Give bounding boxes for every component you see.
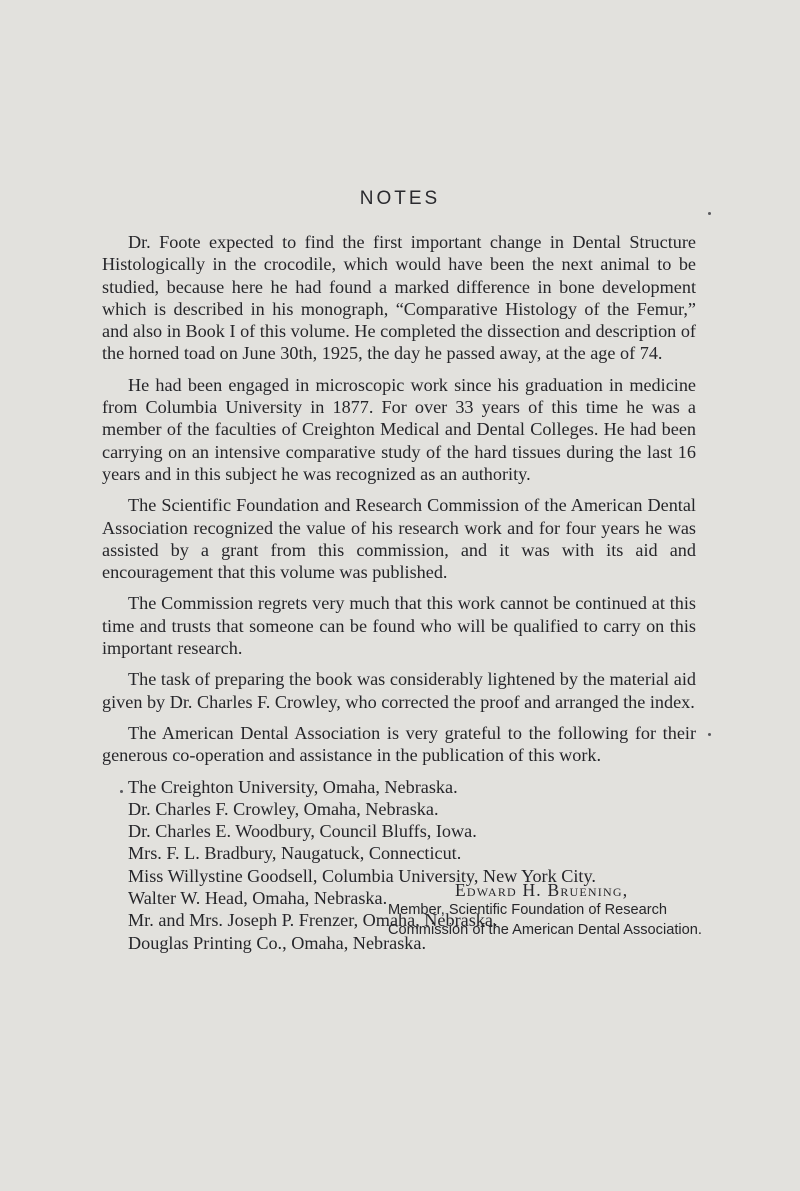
notes-body: [102, 231, 696, 954]
paragraph-commission-grant: The Scientific Foundation and Research Commission of the American Dental Association recognized the value of his research work and for four years he was assisted by a grant from this commission, and it was with its aid and encouragement that this volume was published.: [102, 495, 696, 583]
page-heading: NOTES: [359, 188, 441, 209]
acknowledgement-item: Dr. Charles F. Crowley, Omaha, Nebraska.: [128, 798, 439, 819]
acknowledgement-item: Mrs. F. L. Bradbury, Naugatuck, Connecticut.: [128, 843, 462, 864]
paragraph-gratitude: The American Dental Association is very grateful to the following for their generous co-operation and assistance in the publication of this work.: [102, 722, 696, 766]
paper-speck-mark: [120, 790, 123, 793]
acknowledgement-item: Dr. Charles E. Woodbury, Council Bluffs, Iowa.: [128, 821, 477, 842]
signatory-title: Member, Scientific Foundation of Research Commission of the American Dental Association.: [388, 902, 702, 938]
signatory-name: Edward H. Bruening,: [455, 880, 629, 900]
paper-speck-mark: [708, 212, 711, 215]
acknowledgement-item: Mr. and Mrs. Joseph P. Frenzer, Omaha, Nebraska.: [128, 910, 498, 931]
acknowledgement-item: Miss Willystine Goodsell, Columbia University, New York City.: [128, 865, 596, 886]
acknowledgement-item: Douglas Printing Co., Omaha, Nebraska.: [128, 932, 427, 953]
paragraph-commission-regrets: The Commission regrets very much that this work cannot be continued at this time and trusts that someone can be found who will be qualified to carry on this important research.: [102, 593, 696, 659]
paper-speck-mark: [708, 733, 711, 736]
signature-block: [388, 879, 708, 940]
paragraph-foote-career: He had been engaged in microscopic work since his graduation in medicine from Columbia University in 1877. For over 33 years of this time he was a member of the faculties of Creighton Medical and Dental Colleges. He had been carrying on an intensive comparative study of the hard tissues during the last 16 years and in this subject he was recognized as an authority.: [102, 374, 696, 484]
paragraph-foote-expectations: Dr. Foote expected to find the first important change in Dental Structure Histologically in the crocodile, which would have been the next animal to be studied, because here he had found a marked difference in bone development which is described in his monograph, “Comparative Histology of the Femur,” and also in Book I of this volume. He completed the dissection and description of the horned toad on June 30th, 1925, the day he passed away, at the age of 74.: [102, 232, 696, 364]
paragraph-book-preparation: The task of preparing the book was considerably lightened by the material aid given by Dr. Charles F. Crowley, who corrected the proof and arranged the index.: [102, 669, 696, 712]
acknowledgement-item: Walter W. Head, Omaha, Nebraska.: [128, 888, 388, 909]
acknowledgement-item: The Creighton University, Omaha, Nebraska.: [128, 776, 458, 797]
